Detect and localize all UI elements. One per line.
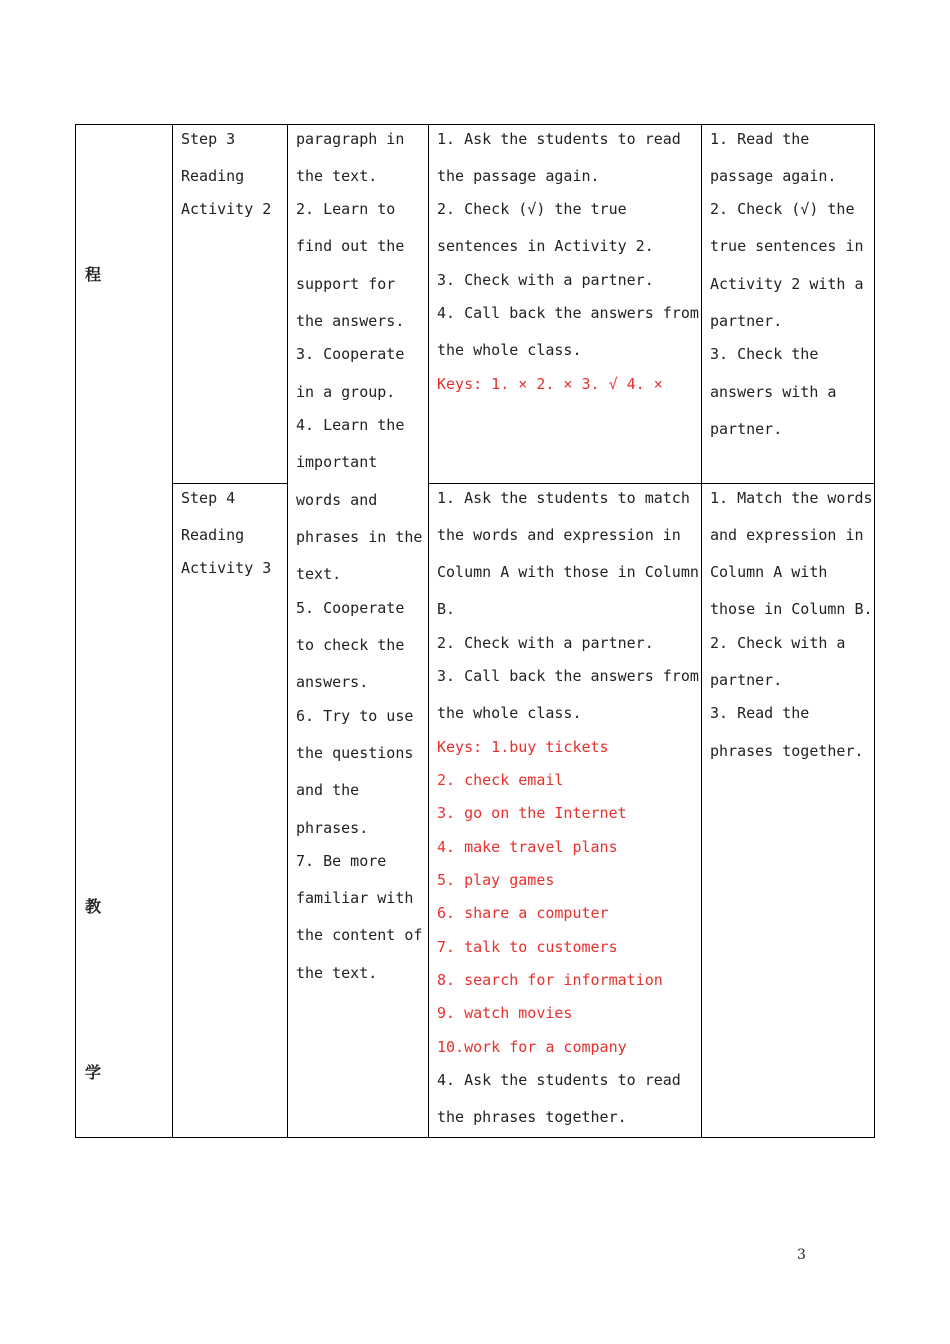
teacher-line: 1. Ask the students to read	[437, 130, 681, 148]
student-line: and expression in	[710, 526, 864, 544]
answer-key: 4. make travel plans	[437, 838, 618, 856]
purpose-line: important	[296, 453, 378, 471]
answer-key: 5. play games	[437, 871, 555, 889]
step-title: Step 4	[181, 489, 236, 507]
purpose-line: 4. Learn the	[296, 416, 405, 434]
teacher-line: 3. Check with a partner.	[437, 271, 654, 289]
step-text: Reading	[181, 167, 245, 185]
teacher-line: 2. Check with a partner.	[437, 634, 654, 652]
student-line: 1. Match the words	[710, 489, 873, 507]
column-divider	[428, 125, 429, 1137]
student-line: true sentences in	[710, 237, 864, 255]
teacher-line: the whole class.	[437, 704, 582, 722]
answer-key: 7. talk to customers	[437, 938, 618, 956]
teacher-line: 1. Ask the students to match	[437, 489, 690, 507]
purpose-line: phrases in the	[296, 528, 423, 546]
purpose-line: 6. Try to use	[296, 707, 414, 725]
purpose-line: and the	[296, 781, 360, 799]
purpose-line: to check the	[296, 636, 405, 654]
teacher-line: the phrases together.	[437, 1108, 627, 1126]
teacher-line: 4. Ask the students to read	[437, 1071, 681, 1089]
student-line: Column A with	[710, 563, 828, 581]
column-divider	[701, 125, 702, 1137]
answer-key: 2. check email	[437, 771, 564, 789]
student-line: phrases together.	[710, 742, 864, 760]
teacher-line: 4. Call back the answers from	[437, 304, 699, 322]
student-line: partner.	[710, 312, 783, 330]
student-line: passage again.	[710, 167, 837, 185]
step-title: Step 3	[181, 130, 236, 148]
student-line: 3. Check the	[710, 345, 819, 363]
teacher-line: the words and expression in	[437, 526, 681, 544]
student-line: 1. Read the	[710, 130, 810, 148]
answer-key: 6. share a computer	[437, 904, 609, 922]
purpose-line: the text.	[296, 964, 378, 982]
teacher-line: Column A with those in Column	[437, 563, 699, 581]
answer-key: 8. search for information	[437, 971, 663, 989]
purpose-line: 7. Be more	[296, 852, 387, 870]
answer-key: 10.work for a company	[437, 1038, 627, 1056]
step-text: Activity 3	[181, 559, 272, 577]
purpose-line: text.	[296, 565, 342, 583]
purpose-line: phrases.	[296, 819, 369, 837]
student-line: partner.	[710, 671, 783, 689]
purpose-line: familiar with	[296, 889, 414, 907]
teacher-line: 2. Check (√) the true	[437, 200, 627, 218]
purpose-line: answers.	[296, 673, 369, 691]
step-text: Activity 2	[181, 200, 272, 218]
side-label-xue: 学	[85, 1063, 102, 1082]
column-divider	[172, 125, 173, 1137]
purpose-line: in a group.	[296, 383, 396, 401]
page-number: 3	[797, 1247, 806, 1263]
purpose-line: find out the	[296, 237, 405, 255]
teacher-line: sentences in Activity 2.	[437, 237, 654, 255]
teacher-line: the passage again.	[437, 167, 600, 185]
column-divider	[287, 125, 288, 1137]
answer-key: 3. go on the Internet	[437, 804, 627, 822]
row-divider	[428, 483, 874, 484]
lesson-plan-table	[75, 124, 875, 1138]
answer-keys: Keys: 1. × 2. × 3. √ 4. ×	[437, 375, 663, 393]
student-line: 2. Check with a	[710, 634, 846, 652]
teacher-line: the whole class.	[437, 341, 582, 359]
purpose-line: 2. Learn to	[296, 200, 396, 218]
row-divider	[172, 483, 287, 484]
teacher-line: B.	[437, 600, 456, 618]
student-line: Activity 2 with a	[710, 275, 864, 293]
step-text: Reading	[181, 526, 245, 544]
purpose-line: the text.	[296, 167, 378, 185]
purpose-line: support for	[296, 275, 396, 293]
side-label-cheng: 程	[85, 265, 102, 284]
purpose-line: the questions	[296, 744, 414, 762]
purpose-line: words and	[296, 491, 378, 509]
student-line: 2. Check (√) the	[710, 200, 855, 218]
purpose-line: 3. Cooperate	[296, 345, 405, 363]
purpose-line: paragraph in	[296, 130, 405, 148]
answer-key: 9. watch movies	[437, 1004, 573, 1022]
side-label-jiao: 教	[85, 897, 102, 916]
answer-key: Keys: 1.buy tickets	[437, 738, 609, 756]
teacher-line: 3. Call back the answers from	[437, 667, 699, 685]
student-line: those in Column B.	[710, 600, 873, 618]
purpose-line: the answers.	[296, 312, 405, 330]
student-line: 3. Read the	[710, 704, 810, 722]
purpose-line: the content of	[296, 926, 423, 944]
student-line: partner.	[710, 420, 783, 438]
student-line: answers with a	[710, 383, 837, 401]
purpose-line: 5. Cooperate	[296, 599, 405, 617]
